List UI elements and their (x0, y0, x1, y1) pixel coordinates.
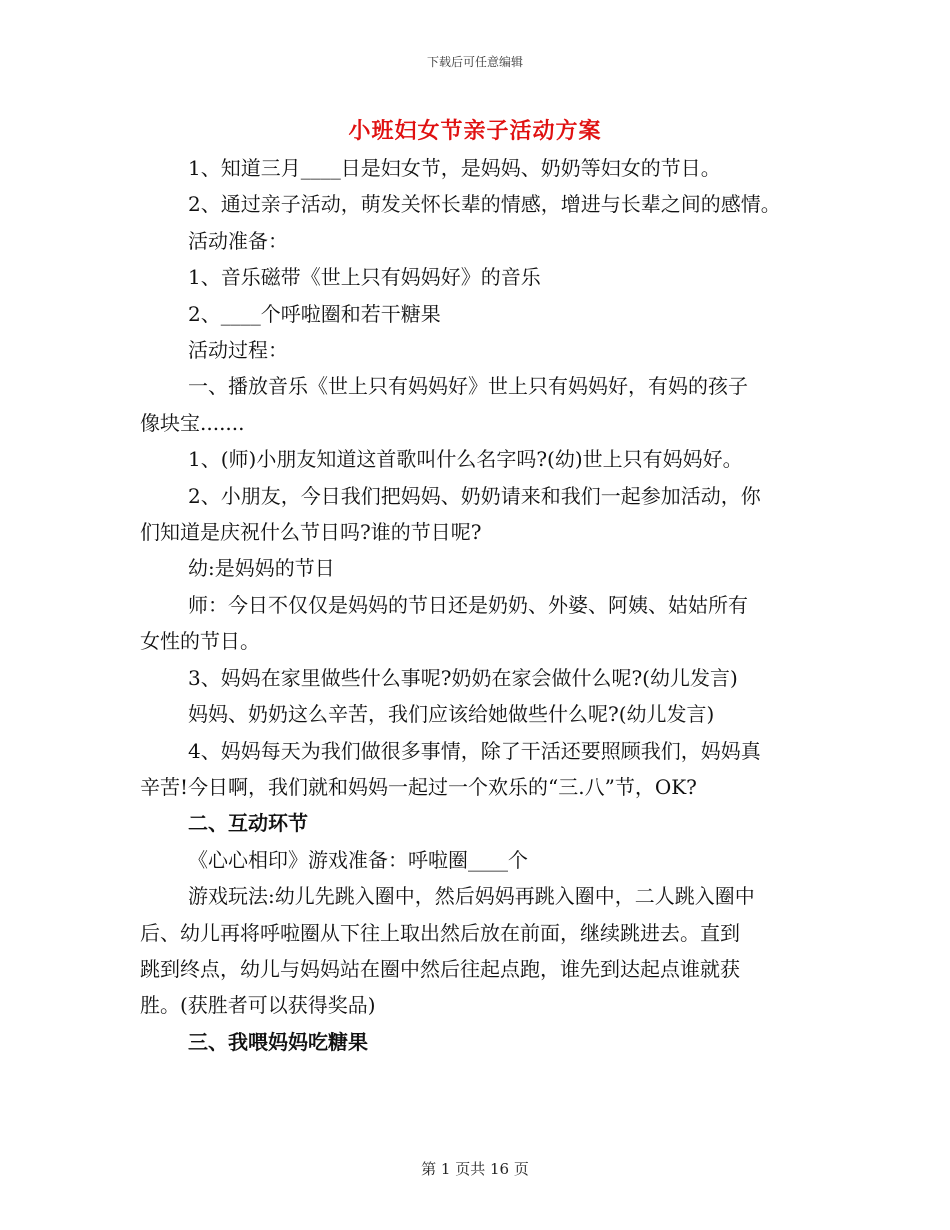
paragraph-line: 3、妈妈在家里做些什么事呢?奶奶在家会做什么呢?(幼儿发言) (188, 665, 738, 690)
paragraph-line: 妈妈、奶奶这么辛苦，我们应该给她做些什么呢?(幼儿发言) (188, 702, 715, 727)
document-title: 小班妇女节亲子活动方案 (348, 118, 602, 144)
section-heading: 二、互动环节 (188, 811, 308, 836)
paragraph-line: 幼:是妈妈的节日 (188, 556, 335, 581)
paragraph-line: 胜。(获胜者可以获得奖品) (140, 993, 376, 1018)
paragraph-line: 活动过程： (188, 338, 288, 363)
header-note: 下载后可任意编辑 (426, 55, 523, 69)
paragraph-line: 2、小朋友，今日我们把妈妈、奶奶请来和我们一起参加活动，你 (188, 483, 761, 508)
page-number-footer: 第 1 页共 16 页 (421, 1160, 529, 1178)
paragraph-line: 活动准备： (188, 228, 288, 253)
paragraph-line: 2、____个呼啦圈和若干糖果 (188, 301, 441, 326)
paragraph-line: 游戏玩法:幼儿先跳入圈中，然后妈妈再跳入圈中，二人跳入圈中 (188, 884, 755, 909)
paragraph-line: 1、音乐磁带《世上只有妈妈好》的音乐 (188, 265, 541, 290)
document-body (140, 150, 820, 1060)
paragraph-line: 4、妈妈每天为我们做很多事情，除了干活还要照顾我们，妈妈真 (188, 738, 761, 763)
paragraph-line: 2、通过亲子活动，萌发关怀长辈的情感，增进与长辈之间的感情。 (188, 192, 781, 217)
paragraph-line: 们知道是庆祝什么节日吗?谁的节日呢? (140, 520, 482, 545)
section-heading: 三、我喂妈妈吃糖果 (188, 1029, 368, 1054)
paragraph-line: 女性的节日。 (140, 629, 260, 654)
paragraph-line: 辛苦!今日啊，我们就和妈妈一起过一个欢乐的“三.八”节，OK? (140, 774, 697, 799)
paragraph-line: 后、幼儿再将呼啦圈从下往上取出然后放在前面，继续跳进去。直到 (140, 920, 740, 945)
paragraph-line: 1、(师)小朋友知道这首歌叫什么名字吗?(幼)世上只有妈妈好。 (188, 447, 743, 472)
paragraph-line: 像块宝....... (140, 410, 245, 435)
paragraph-line: 跳到终点，幼儿与妈妈站在圈中然后往起点跑，谁先到达起点谁就获 (140, 956, 740, 981)
paragraph-line: 师：今日不仅仅是妈妈的节日还是奶奶、外婆、阿姨、姑姑所有 (188, 592, 748, 617)
paragraph-line: 一、播放音乐《世上只有妈妈好》世上只有妈妈好，有妈的孩子 (188, 374, 748, 399)
paragraph-line: 1、知道三月____日是妇女节，是妈妈、奶奶等妇女的节日。 (188, 156, 721, 180)
paragraph-line: 《心心相印》游戏准备：呼啦圈____个 (188, 847, 528, 872)
